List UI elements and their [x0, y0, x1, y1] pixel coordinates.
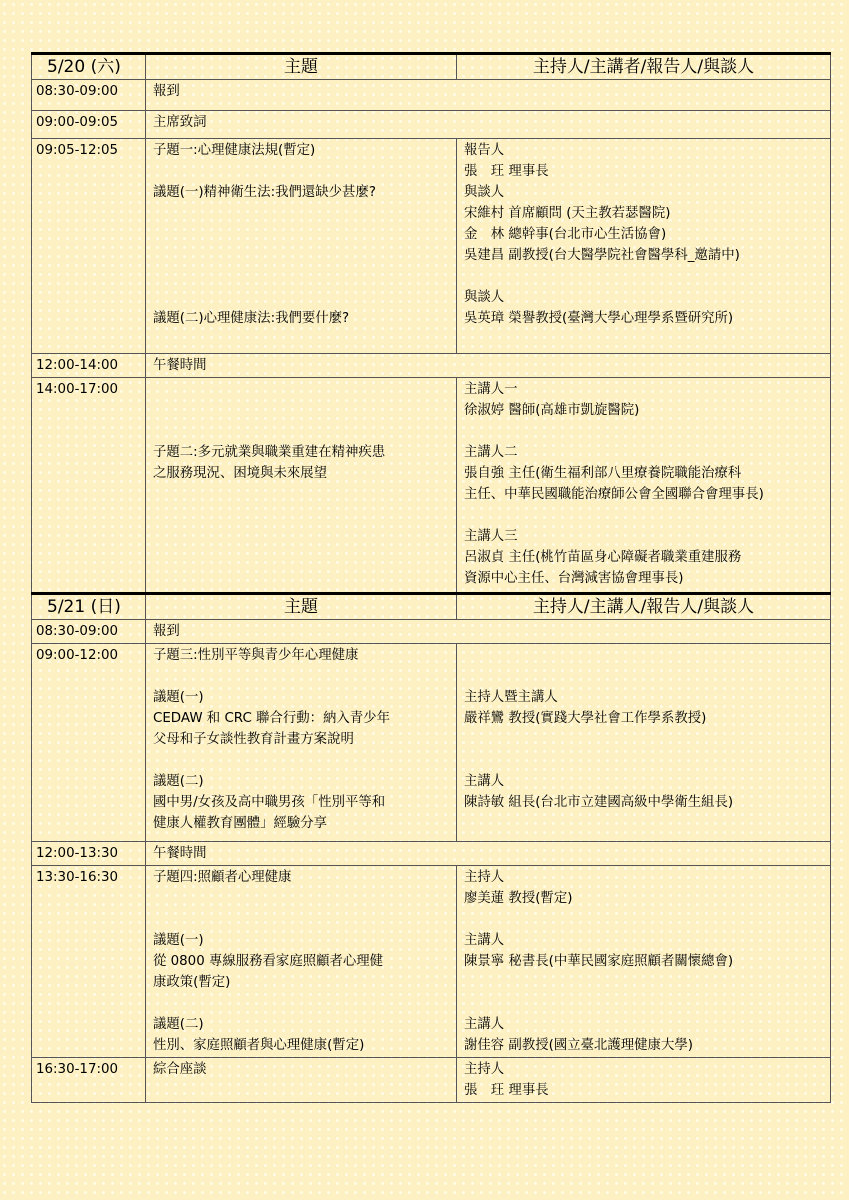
role-label: 與談人 [464, 185, 505, 200]
person-line: 金 林 總幹事(台北市心生活協會) [464, 227, 667, 242]
day1-topic-header: 主題 [146, 54, 457, 80]
day1-header-row [32, 54, 831, 80]
issue-line: 健康人權教育團體」經驗分享 [153, 816, 328, 831]
person-line: 吳建昌 副教授(台大醫學院社會醫學科_邀請中) [464, 248, 740, 263]
session-topic: 午餐時間 [146, 354, 831, 378]
issue-line: 父母和子女談性教育計畫方案說明 [153, 732, 354, 747]
issue-line: CEDAW 和 CRC 聯合行動：納入青少年 [153, 711, 390, 726]
table-row [32, 1058, 831, 1103]
session-time: 12:00-13:30 [32, 842, 146, 866]
session-time: 13:30-16:30 [32, 866, 146, 1058]
table-row [32, 80, 831, 111]
person-line: 廖美蓮 教授(暫定) [464, 891, 573, 906]
person-line: 張自強 主任(衛生福利部八里療養院職能治療科 [464, 466, 742, 481]
agenda-sheet [31, 52, 830, 1103]
issue-line: 從 0800 專線服務看家庭照顧者心理健 [153, 954, 384, 969]
person-line: 謝佳容 副教授(國立臺北護理健康大學) [464, 1038, 693, 1053]
session-topic [146, 644, 457, 842]
role-label: 主講人一 [464, 382, 518, 397]
role-label: 主講人二 [464, 445, 518, 460]
role-label: 報告人 [464, 143, 505, 158]
person-line: 資源中心主任、台灣減害協會理事長) [464, 571, 684, 586]
issue-line: 議題(二) [153, 774, 204, 789]
session-time: 08:30-09:00 [32, 620, 146, 644]
person-line: 陳詩敏 組長(台北市立建國高級中學衛生組長) [464, 795, 734, 810]
role-label: 主持人 [464, 1062, 505, 1077]
issue-line: 性別、家庭照顧者與心理健康(暫定) [153, 1038, 365, 1053]
day2-date-header: 5/21 (日) [32, 594, 146, 620]
role-label: 主講人 [464, 933, 505, 948]
subtopic-title: 之服務現況、困境與未來展望 [153, 466, 328, 481]
person-line: 陳景寧 秘書長(中華民國家庭照顧者關懷總會) [464, 954, 734, 969]
person-line: 吳英璋 榮譽教授(臺灣大學心理學系暨研究所) [464, 311, 734, 326]
subtopic-title: 子題三:性別平等與青少年心理健康 [153, 648, 359, 663]
day2-people-header: 主持人/主講人/報告人/與談人 [457, 594, 831, 620]
subtopic-title: 子題一:心理健康法規(暫定) [153, 143, 316, 158]
table-row [32, 620, 831, 644]
session-people [457, 1058, 831, 1103]
person-line: 張 玨 理事長 [464, 1083, 549, 1098]
day1-date-header: 5/20 (六) [32, 54, 146, 80]
day2-topic-header: 主題 [146, 594, 457, 620]
session-time: 12:00-14:00 [32, 354, 146, 378]
issue-line: 議題(一) [153, 933, 204, 948]
session-time: 09:00-12:00 [32, 644, 146, 842]
issue-line: 國中男/女孩及高中職男孩「性別平等和 [153, 795, 386, 810]
session-topic [146, 378, 457, 594]
session-people [457, 644, 831, 842]
role-label: 主持人 [464, 870, 505, 885]
session-topic: 主席致詞 [146, 111, 831, 139]
day1-people-header: 主持人/主講者/報告人/與談人 [457, 54, 831, 80]
session-people [457, 378, 831, 594]
table-row [32, 866, 831, 1058]
role-label: 主講人三 [464, 529, 518, 544]
session-time: 16:30-17:00 [32, 1058, 146, 1103]
table-row [32, 354, 831, 378]
session-time: 09:00-09:05 [32, 111, 146, 139]
person-line: 主任、中華民國職能治療師公會全國聯合會理事長) [464, 487, 764, 502]
subtopic-title: 子題二:多元就業與職業重建在精神疾患 [153, 445, 386, 460]
session-time: 14:00-17:00 [32, 378, 146, 594]
role-label: 主持人暨主講人 [464, 690, 558, 705]
issue-line: 議題(一) [153, 690, 204, 705]
role-label: 主講人 [464, 1017, 505, 1032]
person-line: 張 玨 理事長 [464, 164, 549, 179]
session-topic: 報到 [146, 620, 831, 644]
table-row [32, 111, 831, 139]
table-row [32, 644, 831, 842]
subtopic-title: 子題四:照顧者心理健康 [153, 870, 292, 885]
session-topic: 午餐時間 [146, 842, 831, 866]
session-time: 09:05-12:05 [32, 139, 146, 354]
session-topic [146, 866, 457, 1058]
session-topic [146, 139, 457, 354]
issue-line: 康政策(暫定) [153, 975, 231, 990]
session-topic: 報到 [146, 80, 831, 111]
issue-line: 議題(二) [153, 1017, 204, 1032]
person-line: 嚴祥鸞 教授(實踐大學社會工作學系教授) [464, 711, 707, 726]
session-people [457, 139, 831, 354]
role-label: 主講人 [464, 774, 505, 789]
issue-line: 議題(二)心理健康法:我們要什麼? [153, 311, 350, 326]
role-label: 與談人 [464, 290, 505, 305]
table-row [32, 842, 831, 866]
session-people [457, 866, 831, 1058]
table-row [32, 139, 831, 354]
person-line: 徐淑婷 醫師(高雄市凱旋醫院) [464, 403, 640, 418]
table-row [32, 378, 831, 594]
agenda-table [31, 52, 831, 1103]
person-line: 呂淑貞 主任(桃竹苗區身心障礙者職業重建服務 [464, 550, 742, 565]
person-line: 宋維村 首席顧問 (天主教若瑟醫院) [464, 206, 671, 221]
session-time: 08:30-09:00 [32, 80, 146, 111]
day2-header-row [32, 594, 831, 620]
session-topic: 綜合座談 [146, 1058, 457, 1103]
issue-line: 議題(一)精神衛生法:我們還缺少甚麼? [153, 185, 376, 200]
